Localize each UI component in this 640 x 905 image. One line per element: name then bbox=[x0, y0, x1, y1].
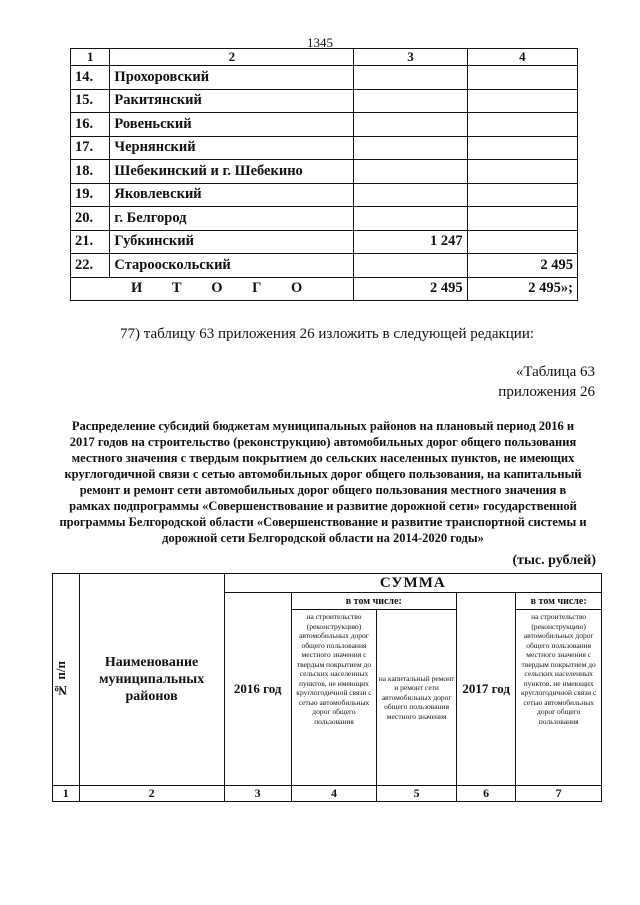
col-num-header bbox=[53, 574, 80, 786]
table1-row bbox=[71, 183, 578, 207]
district-name: Шебекинский и г. Шебекино bbox=[110, 160, 354, 184]
total-col3: 2 495 bbox=[354, 277, 467, 301]
page-number: 1345 bbox=[307, 35, 333, 50]
table1-row bbox=[71, 66, 578, 90]
including-2017-header: в том числе: bbox=[516, 593, 602, 610]
col-number-2: 2 bbox=[79, 786, 224, 802]
col-number-4: 4 bbox=[291, 786, 377, 802]
col3-value bbox=[354, 136, 467, 160]
district-name: Старооскольский bbox=[110, 254, 354, 278]
row-number: 16. bbox=[71, 113, 110, 137]
table1-total-row bbox=[71, 277, 578, 301]
table1-row bbox=[71, 113, 578, 137]
col-number-7: 7 bbox=[516, 786, 602, 802]
col4-value bbox=[467, 136, 577, 160]
col3-value: 1 247 bbox=[354, 230, 467, 254]
col3-value bbox=[354, 183, 467, 207]
col4-value bbox=[467, 66, 577, 90]
table1-header-2: 2 bbox=[110, 49, 354, 66]
col-number-5: 5 bbox=[377, 786, 457, 802]
district-name: г. Белгород bbox=[110, 207, 354, 231]
units-label: (тыс. рублей) bbox=[512, 553, 596, 568]
year-2017-header: 2017 год bbox=[456, 593, 515, 786]
row-number: 18. bbox=[71, 160, 110, 184]
district-name: Чернянский bbox=[110, 136, 354, 160]
col4-value bbox=[467, 230, 577, 254]
table1-header-4: 4 bbox=[467, 49, 577, 66]
col4-value bbox=[467, 160, 577, 184]
table-caption-line1: «Таблица 63 bbox=[515, 364, 595, 380]
including-2016-header: в том числе: bbox=[291, 593, 456, 610]
table1-header-row bbox=[71, 49, 578, 66]
repair-2016-header: на капитальный ремонт и ремонт сети автомобильных дорог общего пользования местного значения bbox=[377, 610, 457, 786]
district-name: Прохоровский bbox=[110, 66, 354, 90]
col-number-1: 1 bbox=[53, 786, 80, 802]
column-numbers-row bbox=[53, 786, 602, 802]
col3-value bbox=[354, 207, 467, 231]
district-name: Яковлевский bbox=[110, 183, 354, 207]
row-number: 19. bbox=[71, 183, 110, 207]
district-name: Губкинский bbox=[110, 230, 354, 254]
col3-value bbox=[354, 66, 467, 90]
col4-value bbox=[467, 89, 577, 113]
col3-value bbox=[354, 113, 467, 137]
table1-row bbox=[71, 207, 578, 231]
col3-value bbox=[354, 254, 467, 278]
col4-value: 2 495 bbox=[467, 254, 577, 278]
total-label: И Т О Г О bbox=[71, 277, 354, 301]
table1-row bbox=[71, 160, 578, 184]
allocation-table-continued bbox=[70, 48, 578, 301]
table1-row bbox=[71, 89, 578, 113]
table1-header-1: 1 bbox=[71, 49, 110, 66]
construction-2017-header: на строительство (реконструкцию) автомобильных дорог общего пользования местного значения с твердым покрытием до сельских населенных пунктов, не имеющих круглогодичной связи с сетью автомобильных дорог общего пользования bbox=[516, 610, 602, 786]
col-number-6: 6 bbox=[456, 786, 515, 802]
col4-value bbox=[467, 113, 577, 137]
table1-row bbox=[71, 136, 578, 160]
row-number: 22. bbox=[71, 254, 110, 278]
table-caption bbox=[498, 362, 595, 402]
col3-value bbox=[354, 160, 467, 184]
col3-value bbox=[354, 89, 467, 113]
col-num-label: № п/п bbox=[53, 661, 68, 698]
construction-2016-header: на строительство (реконструкцию) автомобильных дорог общего пользования местного значения с твердым покрытием до сельских населенных пунктов, не имеющих круглогодичной связи с сетью автомобильных дорог общего пользования bbox=[291, 610, 377, 786]
col4-value bbox=[467, 183, 577, 207]
year-2016-header: 2016 год bbox=[224, 593, 291, 786]
row-number: 15. bbox=[71, 89, 110, 113]
total-col4: 2 495»; bbox=[467, 277, 577, 301]
subsidy-table-header bbox=[52, 573, 602, 802]
col-name-header: Наименование муниципальных районов bbox=[79, 574, 224, 786]
district-name: Ровеньский bbox=[110, 113, 354, 137]
sum-header: СУММА bbox=[224, 574, 601, 593]
document-title: Распределение субсидий бюджетам муниципальных районов на плановый период 2016 и 2017 годов на строительство (реконструкцию) автомобильных дорог общего пользования местного значения с твердым покрытием до сельских населенных пунктов, не имеющих круглогодичной связи с сетью автомобильных дорог общего пользования, на капитальный ремонт и ремонт сети автомобильных дорог общего пользования местного значения в рамках подпрограммы «Совершенствование и развитие дорожной сети» государственной программы Белгородской области «Совершенствование и развитие транспортной системы и дорожной сети Белгородской области на 2014-2020 годы» bbox=[59, 419, 587, 545]
table-caption-line2: приложения 26 bbox=[498, 384, 595, 400]
col4-value bbox=[467, 207, 577, 231]
amendment-paragraph: 77) таблицу 63 приложения 26 изложить в следующей редакции: bbox=[120, 326, 535, 342]
row-number: 21. bbox=[71, 230, 110, 254]
table1-row bbox=[71, 230, 578, 254]
table1-header-3: 3 bbox=[354, 49, 467, 66]
col-number-3: 3 bbox=[224, 786, 291, 802]
table1-row bbox=[71, 254, 578, 278]
district-name: Ракитянский bbox=[110, 89, 354, 113]
row-number: 14. bbox=[71, 66, 110, 90]
row-number: 17. bbox=[71, 136, 110, 160]
row-number: 20. bbox=[71, 207, 110, 231]
